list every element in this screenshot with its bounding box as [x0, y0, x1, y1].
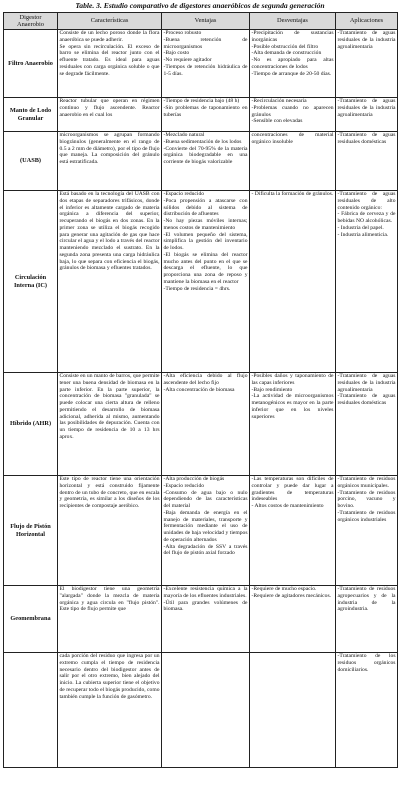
- applications-cell: -Tratamiento de los residuos orgánicos domiciliarios.: [336, 653, 398, 768]
- applications-cell: -Tratamiento de residuos agropecuarios y de la industria de la agroindustria.: [336, 586, 398, 653]
- table-row: [4, 653, 398, 768]
- advantages-cell: [162, 653, 250, 768]
- disadvantages-cell: -Recirculación necesaria -Problemas cuando no aparecen gránulos -Sensible con elevadas: [250, 98, 336, 132]
- applications-cell: -Tratamiento de aguas residuales de la industria agroalimentaria: [336, 30, 398, 98]
- advantages-cell: -Mezclado natural -Buena sedimentación de los lodos -Convierte del 70-95% de la materia orgánica biodegradable en una corriente de biogás valorizable: [162, 132, 250, 191]
- characteristics-cell: microorganismos se agrupan formando biogránulos (generalmente en el rango de 0.5 a 2 mm de diámetro), por el tipo de flujo que maneja. La composición del gránulo está estratificada.: [58, 132, 162, 191]
- advantages-cell: -Tiempo de residencia bajo (48 h) -Sin problemas de taponamiento en tuberías: [162, 98, 250, 132]
- digestor-name: Circulación Interna (IC): [4, 191, 58, 373]
- advantages-cell: -Alta eficiencia debido al flujo ascendente del lecho fijo -Alta concentración de biomasa: [162, 373, 250, 476]
- table-body: [4, 30, 398, 768]
- table-caption: Table. 3. Estudio comparativo de digestores anaeróbicos de segunda generación: [75, 1, 325, 10]
- digestor-name: Flujo de Pistón Horizontal: [4, 476, 58, 586]
- disadvantages-cell: [250, 653, 336, 768]
- table-row: [4, 191, 398, 373]
- table-row: [4, 586, 398, 653]
- table-row: [4, 476, 398, 586]
- disadvantages-cell: -Las temperaturas son difíciles de controlar y puede dar lugar a gradientes de temperaturas indeseables - Altos costos de mantenimiento: [250, 476, 336, 586]
- digestor-name: Híbrido (AHR): [4, 373, 58, 476]
- disadvantages-cell: -Posibles daños y taponamiento de las capas inferiores -Bajo rendimiento -La actividad de microorganismos metanogénicos es mayor en la parte inferior que en los niveles superiores: [250, 373, 336, 476]
- characteristics-cell: Consiste en un manto de barros, que permite tener una buena densidad de biomasa en la parte inferior. En la parte superior, la concentración de biomasa "granulada" se puede colocar una cierta altura de relleno permitiendo el desarrollo de biomasa adicional, adherida al mismo, aumentando las posibilidades de depuración. Cuenta con un tiempo de residencia de 10 a 13 hrs aprox.: [58, 373, 162, 476]
- applications-cell: -Tratamiento de aguas residuales de la industria agroalimentaria -Tratamiento de aguas residuales domésticas: [336, 373, 398, 476]
- digestor-name: (UASB): [4, 132, 58, 191]
- header-advantages: Ventajas: [162, 13, 250, 30]
- header-digestor: Digestor Anaerobio: [4, 13, 58, 30]
- advantages-cell: -Proceso robusto -Buena retención de microorganismos -Bajo costo -No requiere agitador -Tiempos de retención hidráulica de 1-5 días.: [162, 30, 250, 98]
- characteristics-cell: Este tipo de reactor tiene una orientación horizontal y está construido fijamente dentro de un tubo de concreto, que en escala y geometría, es similar a los diseños de los recipientes de compostaje aeróbico.: [58, 476, 162, 586]
- applications-cell: -Tratamiento de residuos orgánicos municipales. -Tratamiento de residuos porcino, vacuno y bovino. -Tratamiento de residuos orgánicos industriales: [336, 476, 398, 586]
- digestor-name: Geomembrana: [4, 586, 58, 653]
- table-header-row: [4, 13, 398, 30]
- digestor-name: [4, 653, 58, 768]
- table-row: [4, 30, 398, 98]
- characteristics-cell: Está basado en la tecnología del UASB con dos etapas de separadores trifásicos, donde el inferior es altamente cargado de materia orgánica a diferencia del superior, recuperando el biogás en dos zonas. En la primer zona se utiliza el biogás recogido para generar una agitación de gas que hace circular el agua y el lodo a través del reactor manteniendo mezclado el sustrato. En la segunda zona presenta una carga hidráulica baja, lo que separa con eficiencia el biogás, gránulos de biomasa y efluentes tratados.: [58, 191, 162, 373]
- disadvantages-cell: -Requiere de mucho espacio. -Requiere de agitadores mecánicos.: [250, 586, 336, 653]
- disadvantages-cell: concentraciones de material orgánico insoluble: [250, 132, 336, 191]
- advantages-cell: -Espacio reducido -Poca propensión a atascarse con sólidos debido al sistema de distribución de afluentes -No hay piezas móviles internas; menos costos de mantenimiento -El volumen pequeño del sistema, simplifica la gestión del inventario de lodos. -El biogás se elimina del reactor mucho antes del punto en el que se descarga el efluente, lo que proporciona una zona de reposo y mantiene la biomasa en el reactor -Tiempo de residencia = 4hrs.: [162, 191, 250, 373]
- characteristics-cell: Consiste de un lecho poroso donde la flora anaeróbica se puede adherir. Se opera sin recirculación. El exceso de barro se elimina del reactor junto con el efluente tratado. Es ideal para aguas residuales con carga orgánica soluble o que se degrade fácilmente.: [58, 30, 162, 98]
- characteristics-cell: El biodigestor tiene una geometría "alargada" donde la mezcla de materia orgánica y agua circula en "flujo pistón". Este tipo de flujo permite que: [58, 586, 162, 653]
- advantages-cell: -Alta producción de biogás -Espacio reducido -Consumo de agua bajo o nulo dependiendo de las características del material -Baja demanda de energía en el manejo de materiales, transporte y fermentación mediante el uso de unidades de baja velocidad y tiempos de operación alternados -Alta degradación de SSV a través del flujo de pistón axial forzado: [162, 476, 250, 586]
- header-disadvantages: Desventajas: [250, 13, 336, 30]
- comparison-table: [3, 12, 398, 768]
- characteristics-cell: Reactor tubular que operan en régimen continuo y flujo ascendente. Reactor anaerobio en el cual los: [58, 98, 162, 132]
- applications-cell: -Tratamiento de aguas residuales de la industria agroalimentaria: [336, 98, 398, 132]
- table-row: [4, 132, 398, 191]
- applications-cell: -Tratamiento de aguas residuales domésticas: [336, 132, 398, 191]
- table-row: [4, 373, 398, 476]
- header-applications: Aplicaciones: [336, 13, 398, 30]
- characteristics-cell: cada porción del residuo que ingresa por un extremo cumpla el tiempo de residencia necesario dentro del biodigestor antes de salir por el otro extremo, bien alejado del inicio. La cubierta superior tiene el objetivo de recuperar todo el biogás producido, como también cumple la función de gasómetro.: [58, 653, 162, 768]
- disadvantages-cell: -Precipitación de sustancias inorgánicas -Posible obstrucción del filtro -Alta demanda de construcción -No es apropiado para altas concentraciones de lodos -Tiempo de arranque de 20-50 días.: [250, 30, 336, 98]
- header-characteristics: Características: [58, 13, 162, 30]
- table-row: [4, 98, 398, 132]
- disadvantages-cell: - Dificulta la formación de gránulos.: [250, 191, 336, 373]
- digestor-name: Filtro Anaerobio: [4, 30, 58, 98]
- advantages-cell: -Excelente resistencia química a la mayoría de los efluentes industriales. -Útil para grandes volúmenes de biomasa.: [162, 586, 250, 653]
- digestor-name: Manto de Lodo Granular: [4, 98, 58, 132]
- applications-cell: -Tratamiento de aguas residuales de alto contenido orgánico: - Fábrica de cerveza y de bebidas NO alcohólicas. - Industria del papel. - Industria alimenticia.: [336, 191, 398, 373]
